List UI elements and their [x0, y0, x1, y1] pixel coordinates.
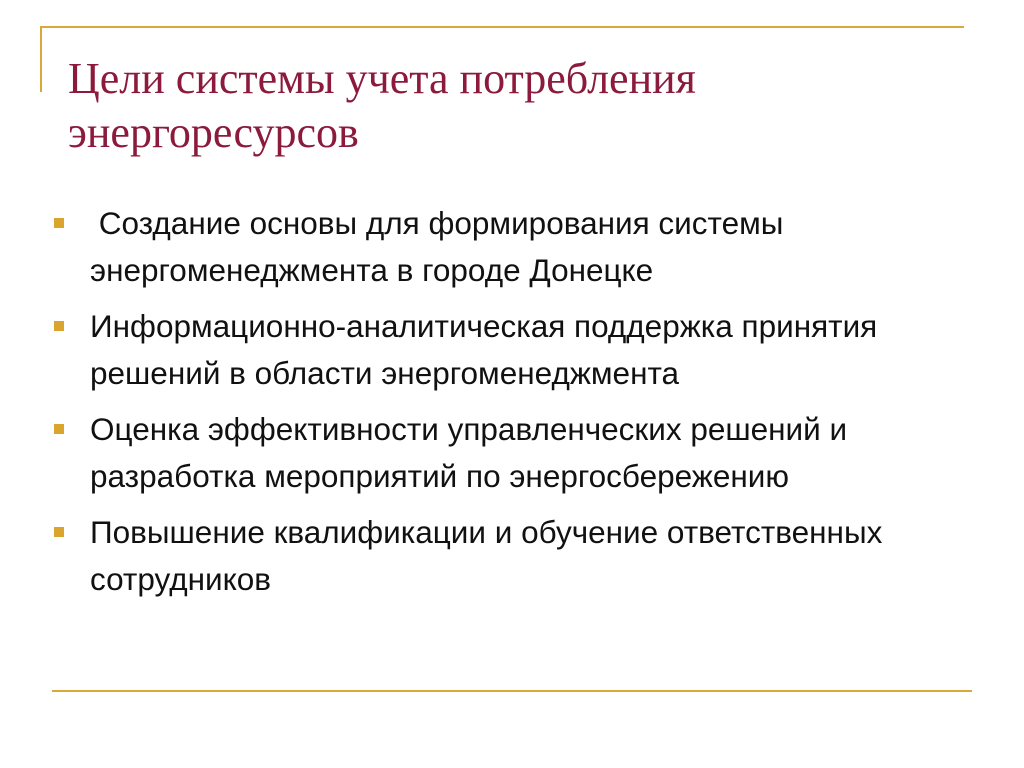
top-divider-line — [40, 26, 964, 28]
bullet-text: Повышение квалификации и обучение ответственных сотрудников — [90, 514, 883, 597]
bullet-item — [50, 509, 1016, 603]
square-bullet-icon — [54, 424, 64, 434]
bullet-item — [50, 303, 1016, 397]
bullet-item — [50, 406, 1016, 500]
bullet-item — [50, 200, 1016, 294]
square-bullet-icon — [54, 218, 64, 228]
bottom-divider-line — [52, 690, 972, 692]
left-divider-line — [40, 26, 42, 92]
bullet-text: Создание основы для формирования системы энергоменеджмента в городе Донецке — [90, 205, 793, 288]
square-bullet-icon — [54, 527, 64, 537]
square-bullet-icon — [54, 321, 64, 331]
slide-title: Цели системы учета потребления энергоресурсов — [68, 54, 696, 157]
bullet-list — [50, 200, 1016, 612]
bullet-text: Информационно-аналитическая поддержка принятия решений в области энергоменеджмента — [90, 308, 878, 391]
bullet-text: Оценка эффективности управленческих решений и разработка мероприятий по энергосбережению — [90, 411, 848, 494]
